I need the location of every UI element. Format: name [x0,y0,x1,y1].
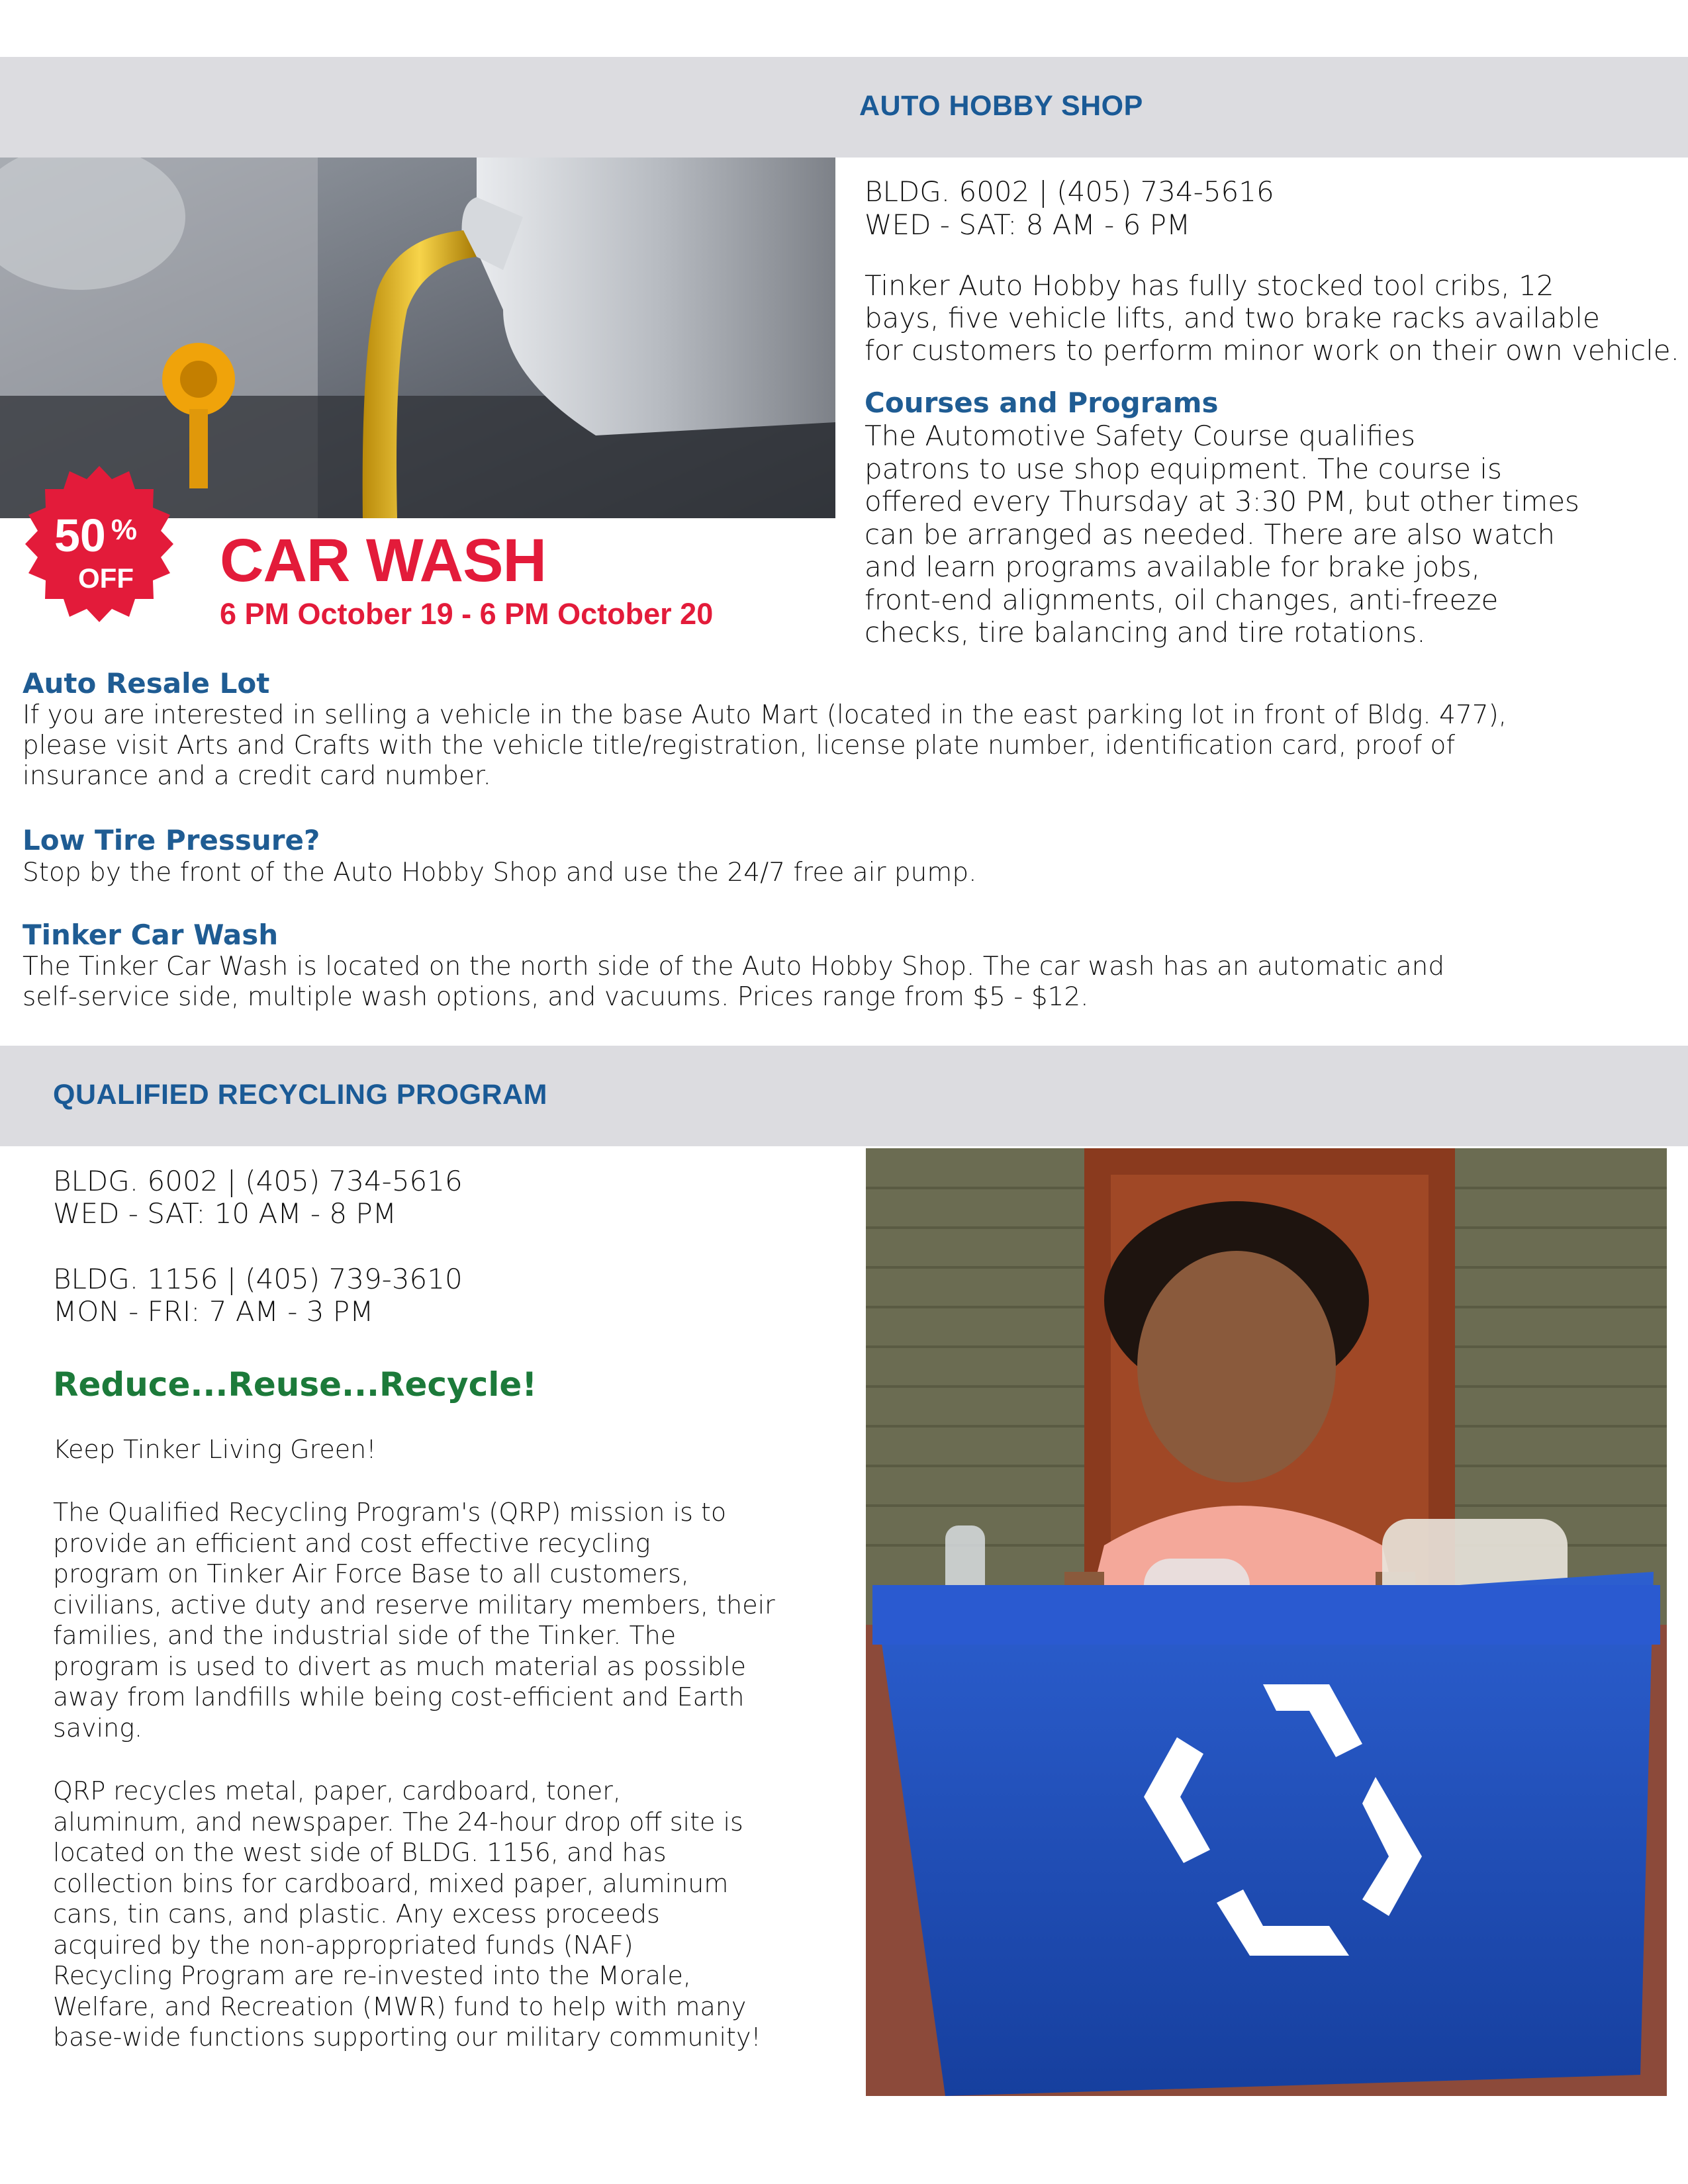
resale-line: insurance and a credit card number. [23,761,491,791]
recycles-line: base-wide functions supporting our military community! [53,2023,761,2052]
auto-resale-heading: Auto Resale Lot [23,667,270,700]
recycling-location-2 [53,1263,463,1328]
fifty-percent-off-badge [20,465,179,623]
low-tire-text: Stop by the front of the Auto Hobby Shop and use the 24/7 free air pump. [23,858,977,887]
badge-number: 50 [54,510,106,561]
badge-percent: % [111,514,137,546]
recycles-line: aluminum, and newspaper. The 24-hour drop off site is [53,1807,743,1837]
recycling-location-1 [53,1165,463,1230]
badge-off-label: OFF [78,563,134,594]
courses-line: offered every Thursday at 3:30 PM, but other times [865,485,1579,518]
qrp-recycles-text [53,1776,778,2053]
keep-tinker-green: Keep Tinker Living Green! [53,1435,377,1464]
mission-line: The Qualified Recycling Program's (QRP) mission is to [53,1498,727,1527]
courses-line: patrons to use shop equipment. The course is [865,452,1502,485]
recycling-loc1-line2: WED - SAT: 10 AM - 8 PM [53,1197,397,1230]
courses-line: The Automotive Safety Course qualifies [865,420,1415,452]
wash-line: The Tinker Car Wash is located on the north side of the Auto Hobby Shop. The car wash has an automatic and [23,952,1445,981]
auto-resale-text [23,700,1507,792]
low-tire-heading: Low Tire Pressure? [23,824,320,856]
recycles-line: collection bins for cardboard, mixed paper, aluminum [53,1868,729,1898]
car-wash-promo-title: CAR WASH [220,527,546,594]
mission-line: away from landfills while being cost-efficient and Earth [53,1682,745,1711]
recycles-line: Welfare, and Recreation (MWR) fund to help with many [53,1991,747,2021]
resale-line: please visit Arts and Crafts with the vehicle title/registration, license plate number, identification card, proof of [23,731,1456,760]
reduce-reuse-recycle-heading: Reduce...Reuse...Recycle! [53,1365,538,1404]
courses-heading: Courses and Programs [865,387,1219,419]
recycles-line: acquired by the non-appropriated funds (NAF) [53,1930,633,1960]
auto-contact-line1: BLDG. 6002 | (405) 734-5616 [865,175,1274,208]
auto-hobby-header-band [0,57,1688,158]
auto-intro [865,269,1679,367]
mission-line: program on Tinker Air Force Base to all customers, [53,1559,689,1588]
car-wash-promo-dates: 6 PM October 19 - 6 PM October 20 [220,597,714,631]
courses-line: checks, tire balancing and tire rotations. [865,616,1426,649]
tinker-car-wash-text [23,952,1444,1013]
recycles-line: cans, tin cans, and plastic. Any excess proceeds [53,1899,660,1929]
auto-intro-line: bays, five vehicle lifts, and two brake racks available [865,302,1600,334]
tinker-car-wash-heading: Tinker Car Wash [23,919,279,951]
resale-line: If you are interested in selling a vehicle in the base Auto Mart (located in the east parking lot in front of Bldg. 477), [23,700,1507,730]
auto-contact [865,175,1274,242]
courses-text [865,420,1579,649]
recycles-line: located on the west side of BLDG. 1156, and has [53,1838,667,1867]
recycling-loc1-line1: BLDG. 6002 | (405) 734-5616 [53,1165,463,1197]
wash-line: self-service side, multiple wash options, and vacuums. Prices range from $5 - $12. [23,982,1089,1012]
recycling-loc2-line2: MON - FRI: 7 AM - 3 PM [53,1295,374,1328]
mission-line: program is used to divert as much material as possible [53,1651,746,1681]
courses-line: and learn programs available for brake jobs, [865,551,1481,583]
mission-line: provide an efficient and cost effective recycling [53,1528,651,1558]
mission-line: civilians, active duty and reserve military members, their [53,1590,775,1619]
auto-intro-line: for customers to perform minor work on their own vehicle. [865,334,1680,367]
auto-hobby-section-title: AUTO HOBBY SHOP [859,90,1143,122]
recycling-loc2-line1: BLDG. 1156 | (405) 739-3610 [53,1263,463,1295]
recycles-line: Recycling Program are re-invested into the Morale, [53,1961,691,1990]
courses-line: front-end alignments, oil changes, anti-freeze [865,583,1499,616]
child-recycling-bin-photo [866,1148,1667,2096]
mission-line: saving. [53,1713,143,1743]
auto-intro-line: Tinker Auto Hobby has fully stocked tool cribs, 12 [865,269,1554,302]
mission-line: families, and the industrial side of the Tinker. The [53,1621,677,1650]
auto-contact-line2: WED - SAT: 8 AM - 6 PM [865,208,1191,241]
courses-line: can be arranged as needed. There are also watch [865,518,1555,551]
qrp-mission-text [53,1497,778,1743]
recycles-line: QRP recycles metal, paper, cardboard, toner, [53,1776,622,1805]
recycling-section-title: QUALIFIED RECYCLING PROGRAM [53,1079,547,1111]
